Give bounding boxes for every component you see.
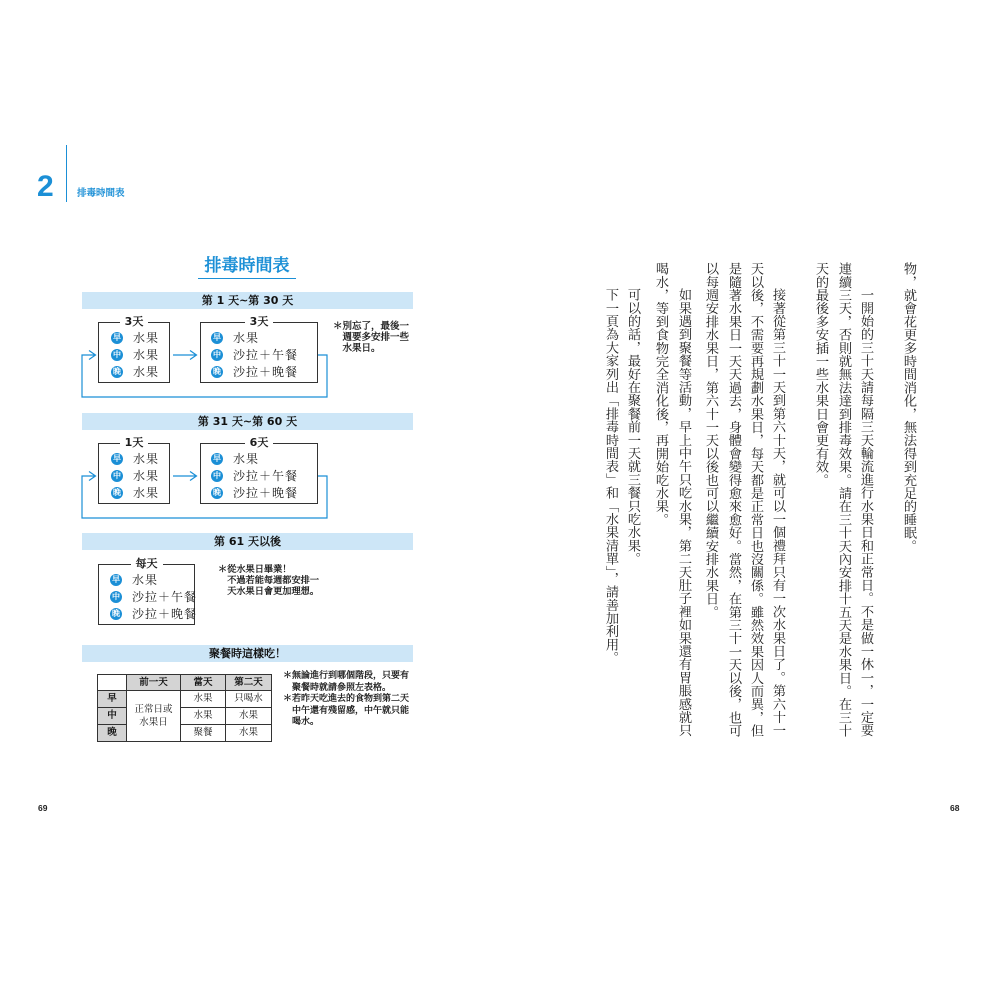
note-line: 聚餐時就請參照左表格。	[292, 682, 392, 693]
box-label-text: 3天	[120, 315, 149, 328]
body-text-column: 以每週安排水果日，第六十一天以後也可以繼續安排水果日。	[703, 262, 718, 619]
meal-time-badge: 晚	[113, 488, 121, 497]
phase1-box-b	[200, 315, 318, 383]
meal-food: 水果	[233, 331, 260, 345]
phase3-header: 第 61 天以後	[82, 533, 413, 550]
meal-row	[111, 348, 159, 362]
meal-food: 水果	[133, 348, 160, 362]
note-line: ＊從水果日畢業！	[218, 564, 292, 575]
box-label-text: 3天	[245, 315, 274, 328]
body-text-column: 是隨著水果日一天天過去，身體會變得愈來愈好。當然，在第三十一天以後，也可	[726, 262, 741, 738]
body-text-column: 物，就會花更多時間消化，無法得到充足的睡眠。	[901, 262, 916, 553]
meal-time-badge: 中	[113, 471, 121, 480]
chapter-number: 2	[37, 170, 54, 203]
meal-time-badge: 中	[213, 471, 221, 480]
meal-row	[211, 348, 298, 362]
phase1-box-a	[98, 315, 170, 383]
meal-row	[211, 452, 259, 466]
meal-food: 沙拉＋晚餐	[233, 365, 299, 379]
next-day-cell: 水果	[226, 708, 272, 725]
phase2-forward-arrow-icon	[173, 472, 197, 481]
meal-row	[111, 365, 159, 379]
body-text-column: 一開始的三十天請每隔三天輪流進行水果日和正常日。不是做一休一，一定要	[858, 288, 873, 737]
box-label-text: 6天	[245, 436, 274, 449]
meal-time-badge: 中	[213, 350, 221, 359]
meal-food: 水果	[133, 365, 160, 379]
meal-time-badge: 中	[113, 350, 121, 359]
meal-food: 水果	[132, 573, 159, 587]
meal-time-badge: 中	[112, 592, 120, 601]
meal-row	[211, 486, 298, 500]
chapter-title: 排毒時間表	[77, 188, 125, 199]
phase2-header: 第 31 天~第 60 天	[82, 413, 413, 430]
table-row	[98, 708, 272, 725]
gathering-meal-table	[97, 674, 272, 742]
meal-time-badge: 早	[213, 454, 221, 463]
box-label	[201, 436, 317, 450]
next-day-cell: 只喝水	[226, 691, 272, 708]
meal-food: 沙拉＋午餐	[233, 348, 299, 362]
column-header: 第二天	[226, 675, 272, 691]
gathering-header: 聚餐時這樣吃！	[82, 645, 413, 662]
page-number-left: 69	[38, 803, 48, 813]
meal-food: 水果	[133, 452, 160, 466]
meal-food: 沙拉＋晚餐	[132, 607, 198, 621]
column-header: 前一天	[127, 675, 181, 691]
body-text-column: 天以後，不需要再規劃水果日，每天都是正常日也沒關係。雖然效果因人而異，但	[748, 262, 763, 738]
body-text-column: 如果遇到聚餐等活動，早上中午只吃水果，第二天肚子裡如果還有胃脹感就只	[676, 288, 691, 737]
meal-food: 水果	[133, 486, 160, 500]
note-line: ＊無論進行到哪個階段，只要有	[283, 671, 410, 681]
meal-time-badge: 早	[112, 575, 120, 584]
box-label-text: 每天	[131, 557, 163, 570]
page-number-right: 68	[950, 803, 960, 813]
meal-food: 水果	[133, 469, 160, 483]
note-line: 中午還有殘留感，中午就只能	[292, 705, 410, 716]
same-day-cell: 水果	[181, 708, 226, 725]
box-label	[99, 557, 194, 571]
meal-row	[110, 590, 197, 604]
table-header-row	[98, 675, 272, 691]
phase2-box-b	[200, 436, 318, 504]
meal-row	[110, 573, 158, 587]
meal-row	[111, 469, 159, 483]
previous-day-line: 正常日或	[134, 704, 173, 715]
meal-time-badge: 晚	[112, 609, 120, 618]
table-corner-cell	[98, 675, 127, 691]
body-text-column: 天的最後多安插一些水果日會更有效。	[813, 262, 828, 487]
box-label	[99, 315, 169, 329]
meal-time-badge: 晚	[113, 367, 121, 376]
phase3-note	[218, 564, 319, 597]
meal-row	[111, 331, 159, 345]
meal-row	[211, 469, 298, 483]
next-day-cell: 水果	[226, 725, 272, 742]
same-day-cell: 聚餐	[181, 725, 226, 742]
meal-row	[211, 365, 298, 379]
box-label	[201, 315, 317, 329]
schedule-title: 排毒時間表	[198, 256, 296, 279]
note-line: 水果日。	[342, 343, 381, 354]
note-line: ＊別忘了，最後一	[333, 321, 410, 332]
phase1-forward-arrow-icon	[173, 351, 197, 360]
meal-food: 水果	[133, 331, 160, 345]
meal-food: 沙拉＋晚餐	[233, 486, 299, 500]
phase2-box-a	[98, 436, 170, 504]
note-line: 週要多安排一些	[342, 332, 410, 343]
meal-time-badge: 晚	[213, 488, 221, 497]
body-text-column: 下一頁為大家列出「排毒時間表」和「水果清單」，請善加利用。	[603, 288, 618, 665]
meal-food: 沙拉＋午餐	[132, 590, 198, 604]
meal-time-badge: 早	[213, 333, 221, 342]
note-line: 喝水。	[292, 717, 320, 728]
row-label: 中	[98, 708, 127, 725]
phase1-note	[333, 321, 409, 354]
same-day-cell: 水果	[181, 691, 226, 708]
meal-food: 沙拉＋午餐	[233, 469, 299, 483]
body-text-column: 可以的話，最好在聚餐前一天就三餐只吃水果。	[625, 288, 640, 566]
meal-row	[110, 607, 197, 621]
body-text-column: 連續三天，否則就無法達到排毒效果。請在三十天內安排十五天是水果日。在三十	[836, 262, 851, 738]
meal-time-badge: 早	[113, 454, 121, 463]
previous-day-line: 水果日	[139, 717, 168, 728]
column-header: 當天	[181, 675, 226, 691]
phase1-header: 第 1 天~第 30 天	[82, 292, 413, 309]
table-row	[98, 725, 272, 742]
meal-time-badge: 晚	[213, 367, 221, 376]
note-line: 不過若能每週都安排一	[227, 575, 320, 586]
meal-row	[111, 486, 159, 500]
row-label: 晚	[98, 725, 127, 742]
row-label: 早	[98, 691, 127, 708]
body-text-column: 喝水，等到食物完全消化後，再開始吃水果。	[653, 262, 668, 526]
table-row	[98, 691, 272, 708]
note-line: ＊若昨天吃進去的食物到第二天	[283, 694, 410, 705]
meal-row	[111, 452, 159, 466]
meal-row	[211, 331, 259, 345]
previous-day-cell	[127, 691, 181, 742]
body-text-column: 接著從第三十一天到第六十天，就可以一個禮拜只有一次水果日了。第六十一	[770, 288, 785, 737]
gathering-notes	[283, 671, 409, 729]
note-line: 天水果日會更加理想。	[227, 586, 320, 597]
box-label	[99, 436, 169, 450]
phase3-box	[98, 557, 198, 625]
meal-time-badge: 早	[113, 333, 121, 342]
box-label-text: 1天	[120, 436, 149, 449]
meal-food: 水果	[233, 452, 260, 466]
